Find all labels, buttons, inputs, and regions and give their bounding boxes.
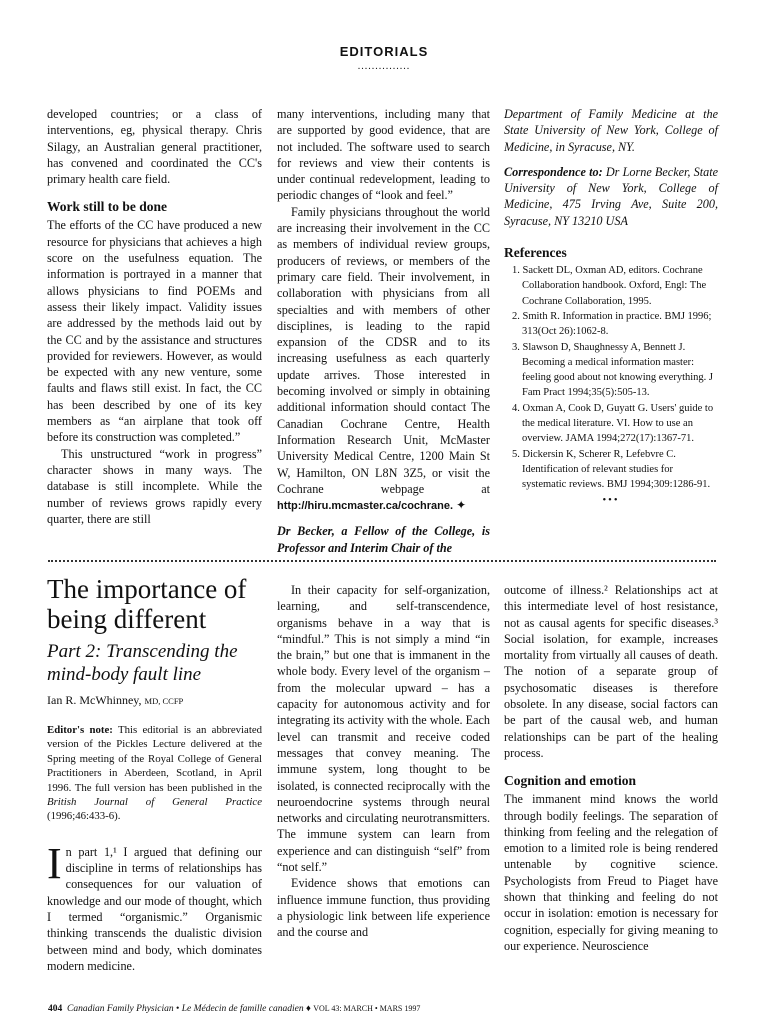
article-author [47,693,262,709]
correspondence-text: Dr Lorne Becker, State University of New York, College of Medicine, 475 Irving Ave, Suite 200, Syracuse, NY 13210 USA [504,164,719,228]
paragraph-text: Family physicians throughout the world are increasing their involvement in the CC as members of individual review groups, producers of reviews, or members of the primary care field. Their involvement, in collaboration with physicians from all specialties and with members of other disciplines, is leading to the rapid expansion of the CDSR and to its increasing usefulness as each quarterly update arrives. Those interested in becoming involved or simply in obtaining additional information should contact The Canadian Cochrane Centre, Health Information Research Unit, McMaster University Medical Centre, 1200 Main St W, Hamilton, ON L8N 3Z5, or visit the Cochrane webpage at [277,204,490,496]
author-credentials: MD, CCFP [144,696,184,706]
paragraph: The immanent mind knows the world through bodily feelings. The separation of thinking from feeling and the relegation of emotion to a limited role is being rendered untenable by cognitive science. Psychologists from Freud to Piaget have shown that thinking and feeling do not occur in isolation: emotion is necessary for cognition, especially for giving meaning to our experience. Neuroscience [504,792,718,953]
author-affiliation: Department of Family Medicine at the State University of New York, College of Medicine, in Syracuse, NY. [504,107,718,154]
editors-note-text: This editorial is an abbreviated version of the Pickles Lecture delivered at the Spring meeting of the Royal College of General Practitioners in Aberdeen, Scotland, in April 1996. The full version has been published in the [47,724,263,794]
article-subtitle [47,640,262,686]
article-column-1 [47,574,262,974]
editors-note-journal: British Journal of General Practice [47,796,262,809]
reference-item: 1. Sackett DL, Oxman AD, editors. Cochrane Collaboration handbook. Oxford, Engl: The Cochrane Collaboration, 1995. [512,265,707,307]
paragraph: many interventions, including many that are supported by good evidence, that are not included. The software used to search for reviews and view their contents is under continual redevelopment, leading to periodic changes of “look and feel.” [277,107,490,203]
editors-note [47,723,262,824]
references-heading: References [504,245,567,261]
subtitle-line: mind-body fault line [47,664,202,685]
journal-name-fr: Le Médecin de famille canadien [181,1004,304,1014]
journal-name-en: Canadian Family Physician [67,1004,174,1014]
subtitle-line: Part 2: Transcending the [47,641,238,662]
end-dots: ••• [602,494,620,506]
article-column-3 [504,582,718,954]
top-column-3 [504,106,718,508]
article-title [47,574,262,634]
editors-note-label: Editor's note: [47,724,113,736]
paragraph [277,204,490,515]
reference-item: 4. Oxman A, Cook D, Guyatt G. Users' guide to the medical literature. VI. How to use an overview. JAMA 1994;272(17):1367-71. [512,402,714,445]
correspondence-label: Correspondence to: [504,164,603,179]
article-column-2 [277,582,490,941]
section-header: EDITORIALS [339,44,429,59]
drop-cap: I [47,838,62,888]
reference-item: 5. Dickersin K, Scherer R, Lefebvre C. Identification of relevant studies for systematic reviews. BMJ 1994;309:1286-91. [512,448,711,491]
reference-item: 3. Slawson D, Shaughnessy A, Bennett J. Becoming a medical information master: feeling good about not knowing everything. J Fam Pract 1994;35(5):505-13. [512,341,714,399]
editors-note-citation: (1996;46:433-6). [47,810,121,823]
section-heading: Cognition and emotion [504,773,637,789]
paragraph: In their capacity for self-organization, learning, and self-transcendence, organisms behave in a way that is “mindful.” This is not simply a mind “in the brain,” but one that is immanent in the whole body. Every level of the organism – from the molecular upward – has a capacity for autonomous activity and for integrating its activity with the whole. Each level can transmit and receive coded messages that convey meaning. The immune system, long thought to be isolated, is connected reciprocally with the neuroendocrine systems through neural networks and circulating neurotransmitters. The immune system can learn from experience and can distinguish “self” from “not self.” [277,583,490,875]
title-line: being different [47,604,207,634]
article-intro [47,838,262,974]
author-bio-text: Dr Becker, a Fellow of the College, is Professor and Interim Chair of the [277,524,490,555]
section-heading: Work still to be done [47,199,168,215]
title-line: The importance of [47,574,247,604]
end-mark: ✦ [456,498,467,513]
page-footer: 404 Canadian Family Physician • Le Médecin de famille canadien ♦ VOL 43: MARCH • MARS 1997 [48,1004,421,1014]
cochrane-link[interactable]: http://hiru.mcmaster.ca/cochrane. [277,500,454,513]
issue-info: VOL 43: MARCH • MARS 1997 [313,1004,421,1013]
intro-text: n part 1,¹ I argued that defining our discipline in terms of relationships has consequences for our valuation of knowledge and our mode of thought, which I termed “organismic.” Organismic thinking transcends the dualistic division between mind and body, which dominates modern medicine. [47,844,262,973]
correspondence [504,164,718,229]
author-bio [277,523,490,556]
page-number: 404 [48,1004,63,1014]
section-divider [48,560,716,562]
reference-item: 2. Smith R. Information in practice. BMJ 1996; 313(Oct 26):1062-8. [512,310,712,338]
references-list [504,263,718,508]
paragraph: developed countries; or a class of interventions, eg, physical therapy. Chris Silagy, an Australian general practitioner, has convened and coordinated the CC's primary health care field. [47,107,262,187]
author-name: Ian R. McWhinney, [47,693,142,707]
paragraph: Evidence shows that emotions can influence immune function, thus providing a physiologic link between life experience and the course and [277,876,490,940]
paragraph: The efforts of the CC have produced a new resource for physicians that achieves a high score on the usefulness equation. The information is portrayed in a manner that allows physicians to find POEMs and assess their likely impact. Validity issues are addressed by the methods laid out by the CC and by the assistance and structures provided for reviewers. However, as would be expected with any new venture, some faults and flaws still exist. In fact, the CC has been described by one of its key members as “an airplane that took off before its construction was completed.” [47,218,262,445]
header-dots: ............... [357,61,411,72]
top-column-1 [47,106,262,527]
paragraph: outcome of illness.² Relationships act at this intermediate level of host resistance, not as causal agents for specific diseases.³ Social isolation, for example, increases mortality from virtually all causes of death. The notion of a separate group of psychosomatic diseases is therefore obsolete. In any disease, social factors can be part of the causal web, and human relationships can be part of the healing process. [504,583,718,760]
top-column-2 [277,106,490,556]
paragraph: This unstructured “work in progress” character shows in many ways. The database is still incomplete. While the number of reviews grows rapidly every quarter, there are still [47,446,262,526]
